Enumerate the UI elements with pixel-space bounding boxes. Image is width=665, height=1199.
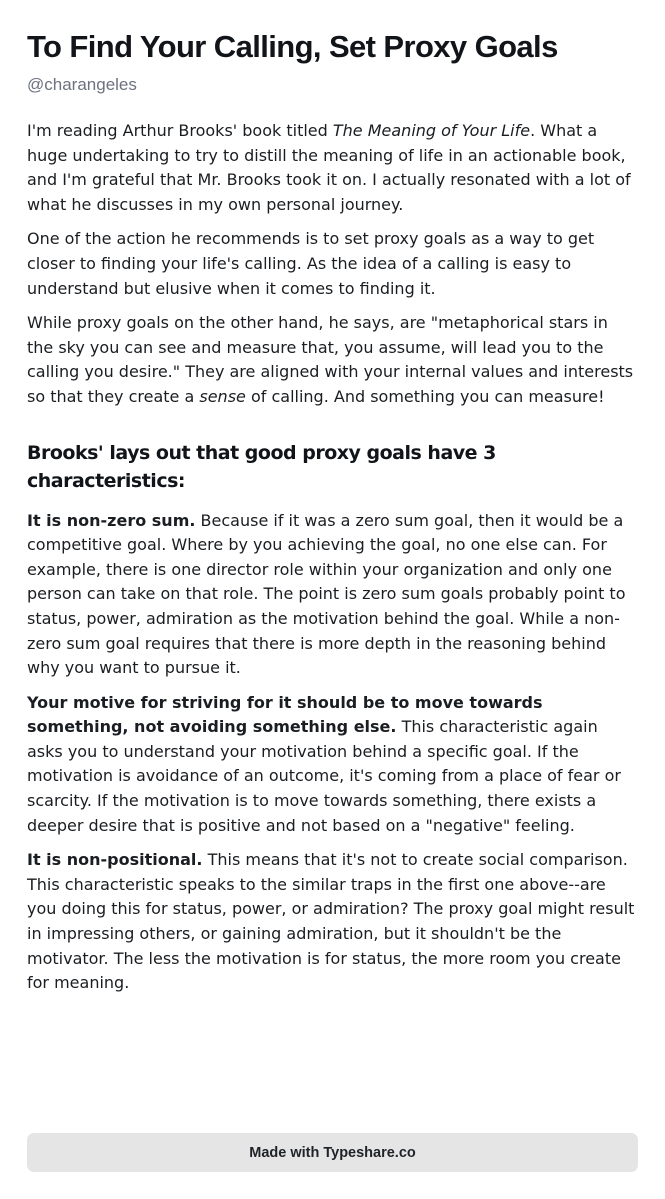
intro-paragraph-3: While proxy goals on the other hand, he says, are "metaphorical stars in the sky you can see and measure that, you assume, will lead you to the calling you desire." They are aligned with your internal values and interests so that they create a sense of calling. And something you can measure! — [27, 313, 634, 406]
characteristic-paragraph: It is non-positional. This means that it's not to create social comparison. This characteristic speaks to the similar traps in the first one above--are you doing this for status, power, or admiration? The proxy goal might result in impressing others, or gaining admiration, but it shouldn't be the motivator. The less the motivation is for status, the more room you create for meaning. — [27, 850, 635, 993]
characteristic-paragraph: It is non-zero sum. Because if it was a zero sum goal, then it would be a competitive goal. Where by you achieving the goal, no one else can. For example, there is one director role within your organization and only one person can take on that role. The point is zero sum goals probably point to status, power, admiration as the motivation behind the goal. While a non-zero sum goal requires that there is more depth in the reasoning behind why you want to pursue it. — [27, 510, 626, 678]
characteristic-paragraph: Your motive for striving for it should be to move towards something, not avoiding something else. This characteristic again asks you to understand your motivation behind a specific goal. If the motivation is avoidance of an outcome, it's coming from a place of fear or scarcity. If the motivation is to move towards something, there exists a deeper desire that is positive and not based on a "negative" feeling. — [27, 692, 621, 835]
section-heading: Brooks' lays out that good proxy goals have 3 characteristics: — [27, 441, 496, 492]
post-title: To Find Your Calling, Set Proxy Goals — [27, 29, 558, 64]
post-body — [27, 119, 638, 996]
characteristic-title: It is non-zero sum. — [27, 510, 196, 530]
intro-paragraph-1: I'm reading Arthur Brooks' book titled The Meaning of Your Life. What a huge undertaking to try to distill the meaning of life in an actionable book, and I'm grateful that Mr. Brooks took it on. I actually resonated with a lot of what he discusses in my own personal journey. — [27, 121, 631, 214]
intro-paragraph-2: One of the action he recommends is to set proxy goals as a way to get closer to finding your life's calling. As the idea of a calling is easy to understand but elusive when it comes to finding it. — [27, 229, 595, 298]
emphasis-sense: sense — [199, 386, 246, 406]
made-with-typeshare-badge[interactable]: Made with Typeshare.co — [27, 1133, 638, 1172]
book-title: The Meaning of Your Life — [332, 121, 531, 140]
characteristic-title: It is non-positional. — [27, 850, 203, 870]
author-handle: @charangeles — [27, 75, 137, 94]
characteristic-title: Your motive for striving for it should be to move towards something, not avoiding something else. — [27, 692, 543, 737]
